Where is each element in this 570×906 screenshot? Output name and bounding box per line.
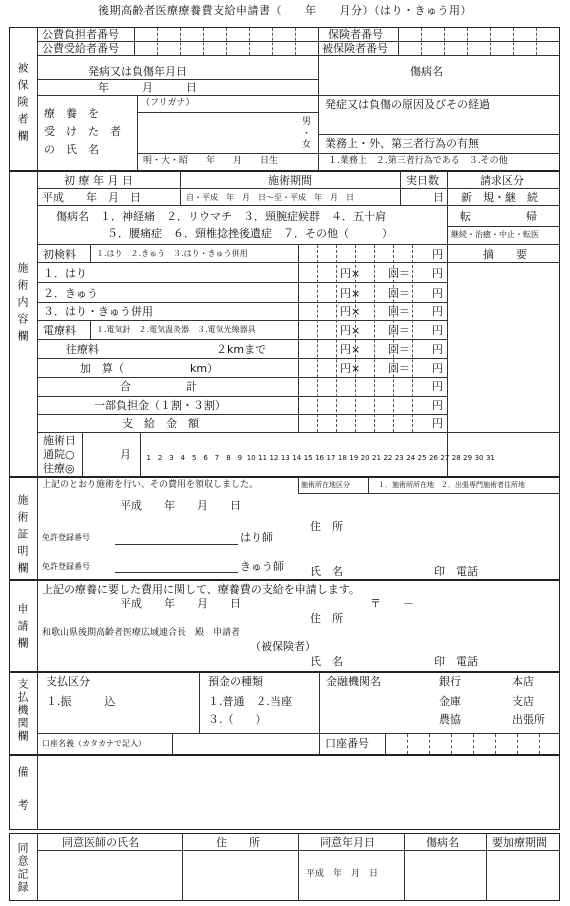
fee-row-both: ３．はり・きゅう併用 — [43, 305, 153, 318]
license-field-kyu[interactable] — [115, 572, 238, 573]
apply-address-label: 住 所 — [310, 612, 343, 625]
cert-address-label: 住 所 — [310, 520, 343, 533]
rate-yen-5: 円× — [340, 343, 361, 356]
hari-label: はり師 — [240, 531, 273, 544]
times-3: 回＝ — [388, 305, 410, 318]
yen-3: 円 — [432, 287, 443, 300]
treatment-day[interactable]: 14 — [292, 454, 302, 462]
apply-date[interactable]: 平成 年 月 日 — [120, 597, 241, 610]
summary-field[interactable] — [448, 263, 559, 431]
payment-type-label: 支払区分 — [46, 675, 90, 688]
sex-female[interactable]: 女 — [302, 140, 312, 150]
period-label: 施術期間 — [268, 174, 312, 187]
cert-name-label: 氏 名 — [310, 565, 343, 578]
apply-insured-label: （被保険者） — [250, 640, 316, 653]
account-name-field[interactable] — [173, 734, 318, 754]
treatment-day[interactable]: 17 — [326, 454, 336, 462]
cert-seal-tel: 印 電話 — [434, 565, 478, 578]
first-date-label: 初 療 年 月 日 — [64, 174, 133, 187]
insured-no-field[interactable] — [399, 42, 559, 55]
consent-date-label: 同意年月日 — [320, 836, 375, 849]
visit-fee-label: 往療料 — [66, 343, 99, 356]
treatment-day[interactable]: 9 — [237, 454, 243, 462]
injury-name-label: 傷病名 — [410, 65, 443, 78]
treatment-day[interactable]: 25 — [417, 454, 427, 462]
work-related-label: 業務上・外、第三者行為の有無 — [325, 137, 479, 150]
treatment-day[interactable]: 8 — [226, 454, 231, 462]
consent-address-label: 住 所 — [216, 836, 260, 849]
patient-section-label: 被保険者欄 — [16, 62, 29, 147]
treatment-day[interactable]: 26 — [429, 454, 438, 462]
apply-seal-tel: 印 電話 — [434, 655, 478, 668]
treatment-day[interactable]: 10 — [246, 454, 256, 462]
treatment-day[interactable]: 23 — [394, 454, 404, 462]
consent-doctor-field[interactable] — [38, 851, 181, 900]
treatment-day[interactable]: 7 — [214, 454, 220, 462]
treatment-day[interactable]: 3 — [169, 454, 174, 462]
treatment-days[interactable] — [143, 451, 496, 463]
elec-fee-label: 電療料 — [43, 324, 76, 337]
extra-fee-label[interactable]: 加 算（ km） — [80, 362, 219, 375]
treatment-day[interactable]: 30 — [474, 454, 484, 462]
treatment-day[interactable]: 12 — [269, 454, 279, 462]
deposit-type-label: 預金の種類 — [208, 675, 263, 688]
bank-name-label: 金融機関名 — [326, 675, 381, 688]
claim-type-label: 請求区分 — [480, 174, 524, 187]
yen-10: 円 — [432, 417, 443, 430]
visit-circle-label: 通院○ — [43, 448, 75, 461]
treatment-day[interactable]: 2 — [157, 454, 163, 462]
insurer-no-field[interactable] — [399, 28, 559, 41]
bank-type-noukyou[interactable]: 農協 — [439, 713, 461, 726]
patient-name-label-3: の 氏 名 — [44, 143, 99, 156]
onset-date-value[interactable]: 年 月 日 — [98, 81, 197, 94]
birth-date[interactable]: 明・大・昭 年 月 日生 — [143, 156, 279, 166]
apply-statement: 上記の療養に要した費用に関して、療養費の支給を申請します。 — [42, 583, 360, 596]
treatment-section-label: 施術内容欄 — [16, 262, 29, 347]
insurer-no-label: 保険者番号 — [328, 28, 383, 41]
cause-label: 発症又は負傷の原因及びその経過 — [325, 98, 490, 111]
yen-1: 円 — [432, 248, 443, 261]
consent-date-value[interactable]: 平成 年 月 日 — [306, 869, 379, 879]
consent-period-label: 要加療期間 — [492, 836, 547, 849]
total-label: 合 計 — [120, 380, 197, 393]
location-label: 施術所在地区分 — [301, 481, 350, 489]
rate-yen-4: 円× — [340, 324, 361, 337]
license-label-hari: 免許登録番号 — [42, 533, 90, 542]
treatment-day[interactable]: 16 — [315, 454, 325, 462]
treatment-day[interactable]: 15 — [303, 454, 313, 462]
branch-main[interactable]: 本店 — [512, 675, 534, 688]
deposit-type-2[interactable]: ３.（ ） — [208, 713, 267, 726]
times-1: 回＝ — [388, 267, 410, 280]
rate-yen-3: 円× — [340, 305, 361, 318]
furigana-label: （フリガナ） — [141, 98, 195, 108]
cert-statement: 上記のとおり施術を行い、その費用を領収しました。 — [42, 480, 259, 490]
yen-5: 円 — [432, 324, 443, 337]
first-date-value[interactable]: 平成 年 月 日 — [42, 191, 141, 204]
month-label: 月 — [120, 448, 131, 461]
public-payer-label: 公費負担者番号 — [42, 28, 119, 41]
sex-male[interactable]: 男 — [302, 117, 312, 127]
days-label: 実日数 — [406, 174, 439, 187]
treatment-day[interactable]: 19 — [349, 454, 359, 462]
outcome-options[interactable]: 継続・治癒・中止・転医 — [451, 230, 539, 239]
fee-row-hari: １．はり — [43, 267, 87, 280]
cert-date[interactable]: 平成 年 月 日 — [120, 499, 241, 512]
treatment-day[interactable]: 4 — [180, 454, 186, 462]
injury-options-1[interactable]: 傷病名 １．神経痛 ２．リウマチ ３．頸腕症候群 ４．五十肩 — [56, 210, 386, 223]
branch-branch[interactable]: 支店 — [512, 695, 534, 708]
apply-addressee: 和歌山県後期高齢者医療広域連合長 殿 申請者 — [42, 628, 241, 638]
treatment-day[interactable]: 20 — [360, 454, 370, 462]
yen-2: 円 — [432, 267, 443, 280]
sex-dot: ・ — [302, 129, 312, 139]
first-fee-options[interactable]: １.はり ２.きゅう ３.はり・きゅう併用 — [96, 249, 248, 258]
times-5: 回＝ — [388, 343, 410, 356]
home-circle-label: 往療◎ — [43, 462, 75, 475]
treatment-day[interactable]: 24 — [406, 454, 416, 462]
yen-8: 円 — [432, 380, 443, 393]
payment-type-value[interactable]: １.振 込 — [46, 695, 116, 708]
bank-type-shinkin[interactable]: 金庫 — [439, 695, 461, 708]
treatment-day[interactable]: 27 — [440, 454, 450, 462]
fee-row-kyu: ２．きゅう — [43, 287, 98, 300]
outcome-label: 転 帰 — [460, 210, 537, 223]
first-fee-label: 初検料 — [43, 248, 76, 261]
onset-date-label: 発病又は負傷年月日 — [88, 65, 187, 78]
treatment-day[interactable]: 6 — [203, 454, 208, 462]
treatment-day[interactable]: 18 — [337, 454, 347, 462]
account-name-label: 口座名義（カタカナで記入） — [42, 739, 146, 748]
consent-doctor-label: 同意医師の氏名 — [62, 836, 139, 849]
payment-section-label: 支払機関欄 — [16, 678, 29, 743]
consent-period-field[interactable] — [487, 851, 559, 900]
elec-fee-options[interactable]: １.電気針 ２.電気温灸器 ３.電気光線器具 — [96, 325, 256, 334]
rate-yen-2: 円× — [340, 287, 361, 300]
period-value[interactable]: 自・平成 年 月 日〜至・平成 年 月 日 — [186, 193, 354, 202]
kyu-label: きゅう師 — [240, 560, 284, 573]
cert-section-label: 施術証明欄 — [16, 494, 29, 579]
account-no-label: 口座番号 — [325, 737, 369, 750]
treatment-day[interactable]: 28 — [451, 454, 461, 462]
treatment-day[interactable]: 13 — [280, 454, 290, 462]
license-field-hari[interactable] — [115, 544, 238, 545]
days-unit: 日 — [433, 191, 444, 204]
treatment-day[interactable]: 21 — [372, 454, 381, 462]
apply-name-label: 氏 名 — [310, 655, 343, 668]
treatment-day[interactable]: 5 — [192, 454, 197, 462]
remarks-field[interactable] — [38, 756, 558, 829]
consent-address-field[interactable] — [183, 851, 297, 900]
consent-injury-field[interactable] — [405, 851, 485, 900]
form-title: 後期高齢者医療療養費支給申請書（ 年 月分）（はり・きゅう用） — [98, 4, 472, 17]
treatment-day[interactable]: 31 — [485, 454, 495, 462]
treatment-day[interactable]: 29 — [463, 454, 473, 462]
location-options[interactable]: １．施術所所在地 ２．出張専門施術者住所地 — [378, 481, 525, 489]
cause-options[interactable]: １.業務上 ２.第三者行為である ３.その他 — [328, 156, 508, 166]
consent-label: 同意記録 — [16, 842, 29, 894]
treatment-day[interactable]: 22 — [383, 454, 393, 462]
public-recipient-label: 公費受給者番号 — [42, 42, 119, 55]
times-2: 回＝ — [388, 287, 410, 300]
branch-office[interactable]: 出張所 — [512, 713, 545, 726]
patient-name-label-2: 受 け た 者 — [44, 125, 121, 138]
apply-section-label: 申請欄 — [16, 603, 29, 654]
patient-name-field[interactable] — [138, 113, 298, 152]
treatment-day[interactable]: 11 — [258, 454, 268, 462]
consent-injury-label: 傷病名 — [426, 836, 459, 849]
patient-name-label-1: 療 養 を — [44, 107, 99, 120]
yen-7: 円 — [432, 362, 443, 375]
claim-type-value[interactable]: 新 規・継 続 — [461, 191, 538, 204]
license-label-kyu: 免許登録番号 — [42, 562, 90, 571]
times-4: 回＝ — [388, 324, 410, 337]
rate-yen-1: 円× — [340, 267, 361, 280]
treat-day-label: 施術日 — [43, 434, 76, 447]
yen-4: 円 — [432, 305, 443, 318]
payment-amount-label: 支 給 金 額 — [122, 417, 199, 430]
deposit-type-1[interactable]: １.普通 ２.当座 — [208, 695, 292, 708]
apply-postal[interactable]: 〒 － — [370, 597, 414, 610]
rate-yen-6: 円× — [340, 362, 361, 375]
summary-label: 摘 要 — [483, 248, 527, 261]
yen-9: 円 — [432, 399, 443, 412]
remarks-label: 備考 — [16, 766, 29, 832]
yen-6: 円 — [432, 343, 443, 356]
bank-type-bank[interactable]: 銀行 — [439, 675, 461, 688]
treatment-day[interactable]: 1 — [146, 454, 151, 462]
times-6: 回＝ — [388, 362, 410, 375]
visit-distance: ２kmまで — [216, 343, 267, 356]
injury-options-2[interactable]: ５．腰痛症 ６．頸椎捻挫後遺症 ７．その他（ ） — [107, 227, 393, 240]
insured-no-label: 被保険者番号 — [322, 42, 388, 55]
copay-label[interactable]: 一部負担金（１割・３割） — [94, 399, 226, 412]
cause-field[interactable] — [319, 112, 559, 133]
